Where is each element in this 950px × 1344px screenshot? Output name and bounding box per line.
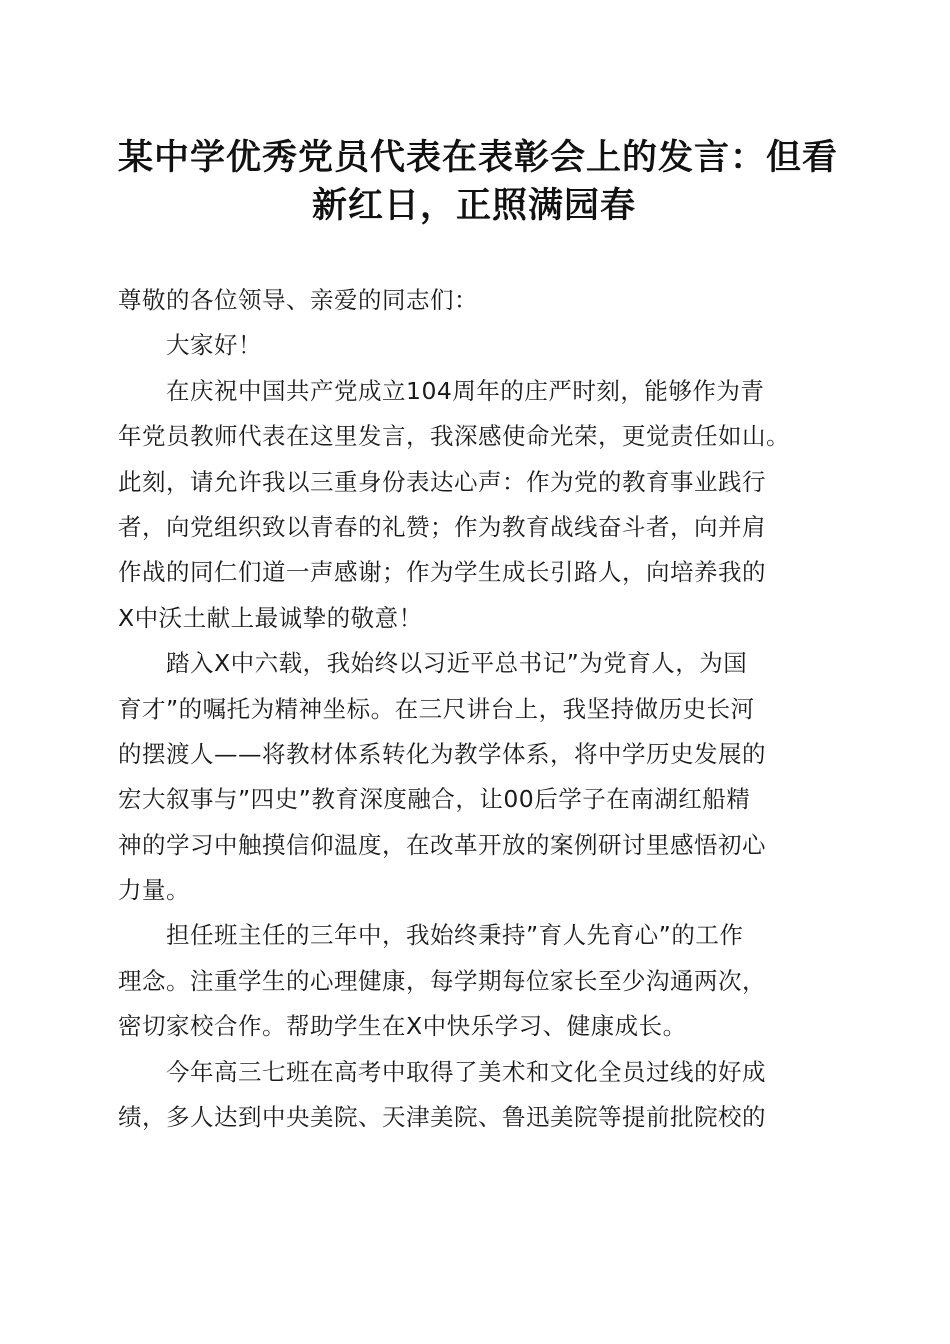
paragraph-line: 的摆渡人——将教材体系转化为教学体系，将中学历史发展的 — [118, 739, 766, 768]
document-title — [118, 134, 839, 230]
paragraph-line: 力量。 — [118, 876, 190, 905]
paragraph-line: 宏大叙事与”四史”教育深度融合，让00后学子在南湖红船精 — [118, 785, 751, 814]
greeting: 大家好！ — [166, 331, 262, 360]
title-line-1: 某中学优秀党员代表在表彰会上的发言：但看 — [118, 137, 839, 178]
paragraph-line: 担任班主任的三年中，我始终秉持”育人先育心”的工作 — [166, 921, 744, 950]
paragraph-line: 今年高三七班在高考中取得了美术和文化全员过线的好成 — [166, 1057, 766, 1086]
paragraph-line: 踏入X中六载，我始终以习近平总书记”为党育人，为国 — [166, 649, 748, 678]
salutation: 尊敬的各位领导、亲爱的同志们： — [118, 286, 478, 314]
paragraph-line: 此刻，请允许我以三重身份表达心声：作为党的教育事业践行 — [118, 467, 766, 496]
paragraph-line: 育才”的嘱托为精神坐标。在三尺讲台上，我坚持做历史长河 — [118, 694, 755, 723]
paragraph-line: 在庆祝中国共产党成立104周年的庄严时刻，能够作为青 — [166, 376, 765, 405]
paragraph-line: 年党员教师代表在这里发言，我深感使命光荣，更觉责任如山。 — [118, 422, 790, 451]
paragraph-4 — [118, 1050, 830, 1141]
paragraph-3 — [118, 913, 830, 1049]
paragraph-line: 绩，多人达到中央美院、天津美院、鲁迅美院等提前批院校的 — [118, 1103, 766, 1132]
paragraph-line: 理念。注重学生的心理健康，每学期每位家长至少沟通两次， — [118, 966, 766, 995]
paragraph-line: 者，向党组织致以青春的礼赞；作为教育战线奋斗者，向并肩 — [118, 512, 766, 541]
paragraph-line: 作战的同仁们道一声感谢；作为学生成长引路人，向培养我的 — [118, 558, 766, 587]
paragraph-2 — [118, 641, 830, 913]
paragraph-line: X中沃土献上最诚挚的敬意！ — [118, 603, 423, 632]
paragraph-line: 密切家校合作。帮助学生在X中快乐学习、健康成长。 — [118, 1012, 687, 1041]
document-body — [118, 278, 830, 1140]
paragraph-1 — [118, 369, 830, 641]
title-line-2: 新红日，正照满园春 — [311, 185, 636, 226]
paragraph-line: 神的学习中触摸信仰温度，在改革开放的案例研讨里感悟初心 — [118, 830, 766, 859]
